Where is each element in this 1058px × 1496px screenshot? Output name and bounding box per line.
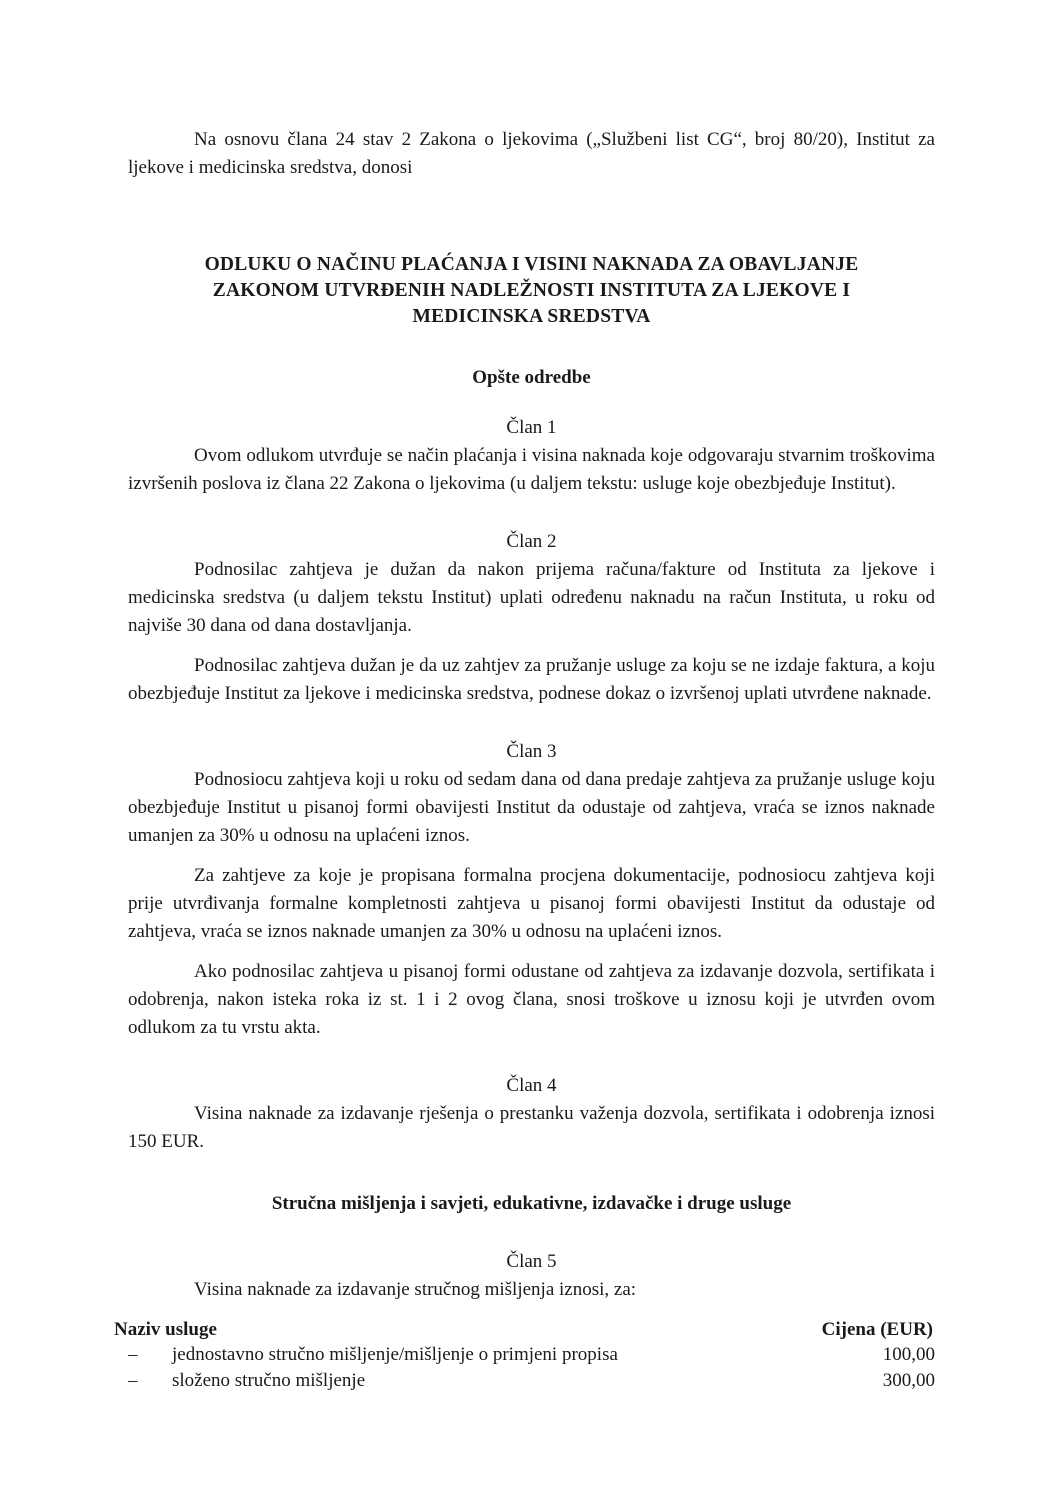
fee-table-row <box>128 1368 935 1394</box>
intro-paragraph: Na osnovu člana 24 stav 2 Zakona o ljekovima („Službeni list CG“, broj 80/20), Institut za ljekove i medicinska sredstva, donosi <box>128 129 935 178</box>
fee-table <box>114 1318 935 1394</box>
title-line: MEDICINSKA SREDSTVA <box>412 306 651 327</box>
article-4-heading: Član 4 <box>506 1075 557 1096</box>
article-4-paragraph: Visina naknade za izdavanje rješenja o prestanku važenja dozvola, sertifikata i odobrenja iznosi 150 EUR. <box>128 1103 935 1152</box>
article-3-paragraph-2: Za zahtjeve za koje je propisana formalna procjena dokumentacije, podnosiocu zahtjeva koji prije utvrđivanja formalne kompletnosti zahtjeva u pisanoj formi obavijesti Institut da odustaje od zahtjeva, vraća se iznos naknade umanjen za 30% u odnosu na uplaćeni iznos. <box>128 865 935 942</box>
title-line: ZAKONOM UTVRĐENIH NADLEŽNOSTI INSTITUTA ZA LJEKOVE I <box>212 280 851 301</box>
article-2-paragraph-2: Podnosilac zahtjeva dužan je da uz zahtjev za pružanje usluge za koju se ne izdaje faktura, a koju obezbjeđuje Institut za ljekove i medicinska sredstva, podnese dokaz o izvršenoj uplati utvrđene naknade. <box>128 655 935 704</box>
column-header-service-name: Naziv usluge <box>114 1319 217 1340</box>
article-3-heading: Član 3 <box>506 741 557 762</box>
section-heading-services: Stručna mišljenja i savjeti, edukativne, izdavačke i druge usluge <box>271 1193 792 1214</box>
service-name: jednostavno stručno mišljenje/mišljenje o primjeni propisa <box>172 1344 618 1365</box>
service-price: 300,00 <box>882 1370 935 1391</box>
column-header-price: Cijena (EUR) <box>821 1319 933 1340</box>
service-price: 100,00 <box>882 1344 935 1365</box>
article-1-paragraph: Ovom odlukom utvrđuje se način plaćanja i visina naknada koje odgovaraju stvarnim troškovima izvršenih poslova iz člana 22 Zakona o ljekovima (u daljem tekstu: usluge koje obezbjeđuje Institut). <box>128 445 935 494</box>
list-dash: – <box>128 1344 138 1365</box>
article-1-heading: Član 1 <box>506 417 557 438</box>
service-name: složeno stručno mišljenje <box>172 1370 366 1391</box>
section-heading-general: Opšte odredbe <box>472 367 591 388</box>
article-3-paragraph-1: Podnosiocu zahtjeva koji u roku od sedam dana od dana predaje zahtjeva za pružanje usluge koju obezbjeđuje Institut u pisanoj formi obavijesti Institut da odustaje od zahtjeva, vraća se iznos naknade umanjen za 30% u odnosu na uplaćeni iznos. <box>128 769 935 846</box>
fee-table-header <box>114 1318 935 1342</box>
fee-table-row <box>128 1342 935 1368</box>
document-title <box>128 252 935 330</box>
title-line: ODLUKU O NAČINU PLAĆANJA I VISINI NAKNADA ZA OBAVLJANJE <box>204 254 859 275</box>
article-3-paragraph-3: Ako podnosilac zahtjeva u pisanoj formi odustane od zahtjeva za izdavanje dozvola, sertifikata i odobrenja, nakon isteka roka iz st. 1 i 2 ovog člana, snosi troškove u iznosu koji je utvrđen ovom odlukom za tu vrstu akta. <box>128 961 935 1038</box>
article-5-paragraph: Visina naknade za izdavanje stručnog mišljenja iznosi, za: <box>194 1279 637 1300</box>
list-dash: – <box>128 1370 138 1391</box>
article-5-heading: Član 5 <box>506 1251 557 1272</box>
article-2-paragraph-1: Podnosilac zahtjeva je dužan da nakon prijema računa/fakture od Instituta za ljekove i medicinska sredstva (u daljem tekstu Institut) uplati određenu naknadu na račun Instituta, u roku od najviše 30 dana od dana dostavljanja. <box>128 559 935 636</box>
article-2-heading: Član 2 <box>506 531 557 552</box>
